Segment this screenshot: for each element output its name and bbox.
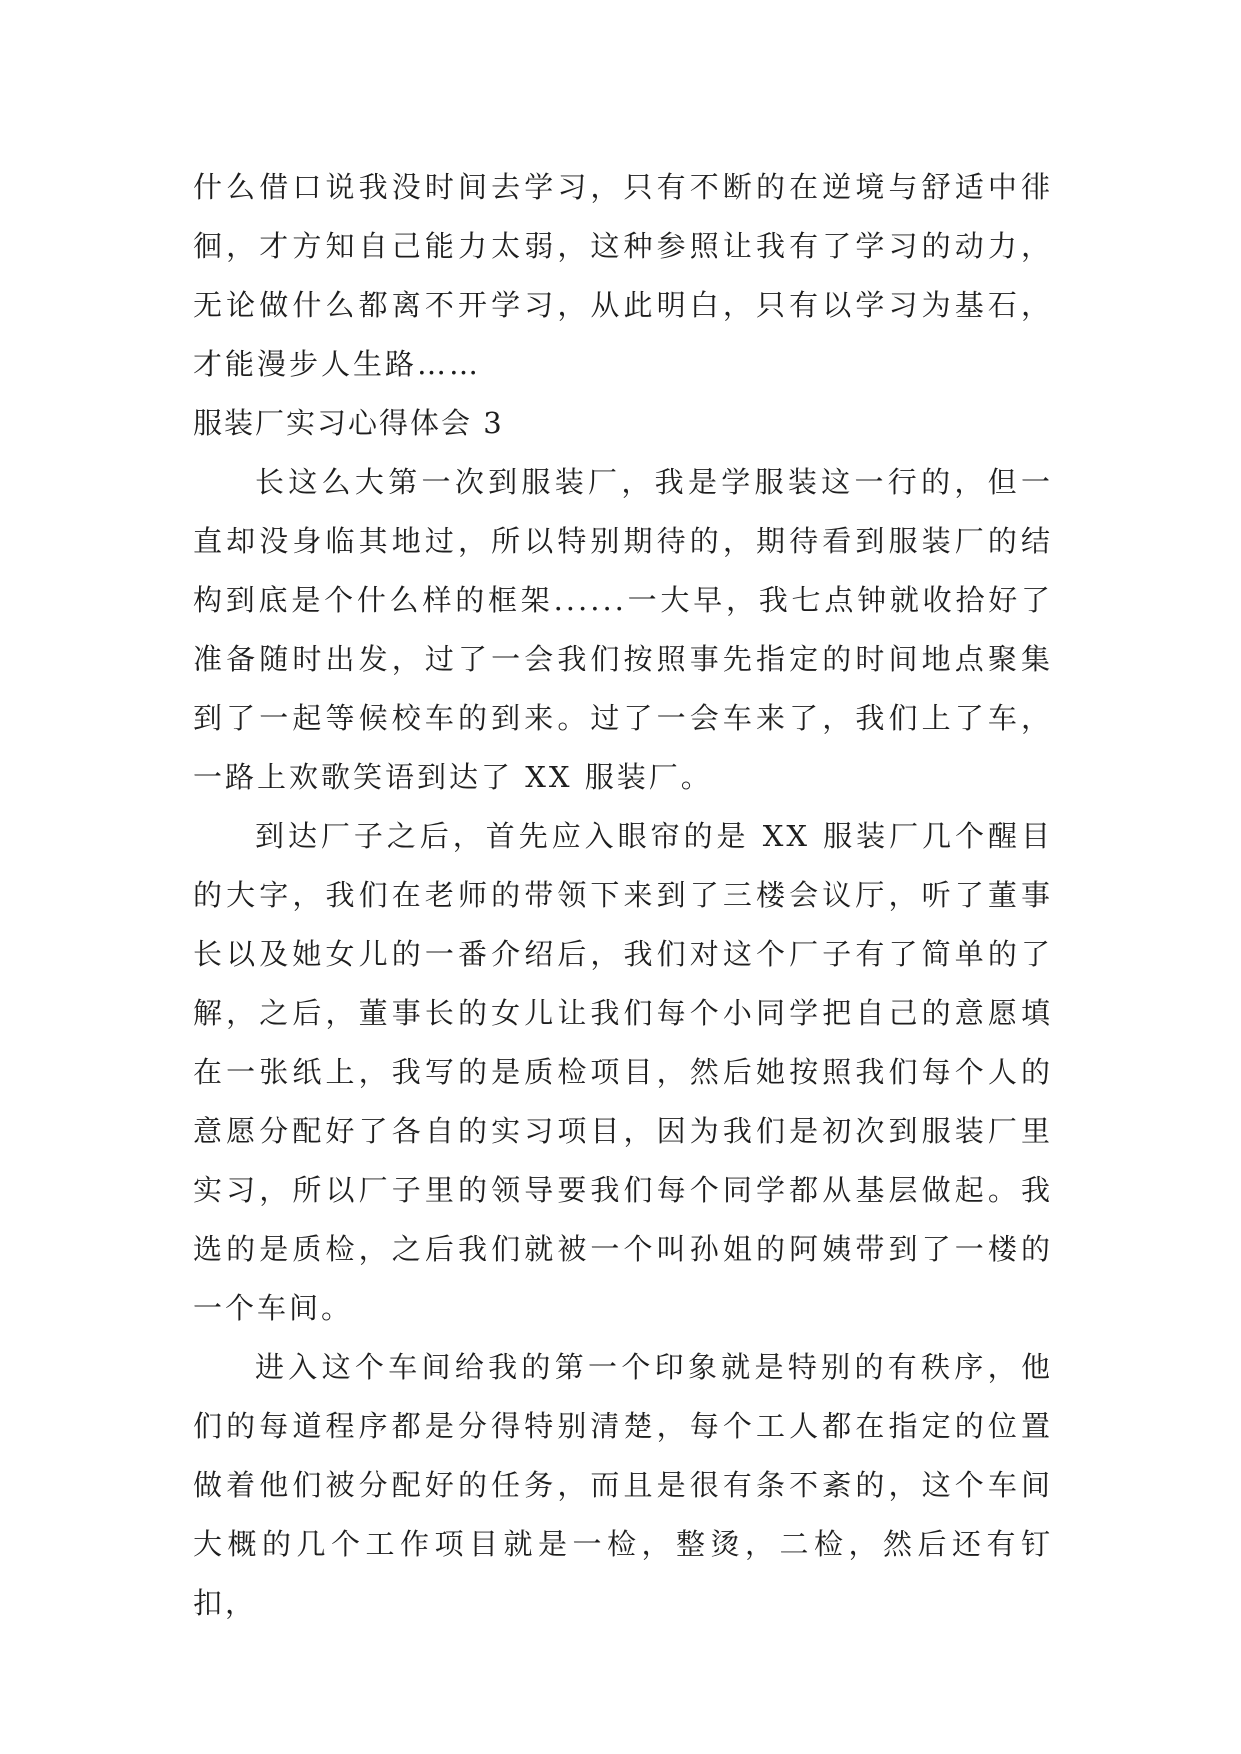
paragraph-2: 到达厂子之后，首先应入眼帘的是 XX 服装厂几个醒目的大字，我们在老师的带领下来到了三楼会议厅，听了董事长以及她女儿的一番介绍后，我们对这个厂子有了简单的了解，之后，董事长的女儿让我们每个小同学把自己的意愿填在一张纸上，我写的是质检项目，然后她按照我们每个人的意愿分配好了各自的实习项目，因为我们是初次到服装厂里实习，所以厂子里的领导要我们每个同学都从基层做起。我选的是质检，之后我们就被一个叫孙姐的阿姨带到了一楼的一个车间。 [193,819,1053,1325]
paragraph-1: 长这么大第一次到服装厂，我是学服装这一行的，但一直却没身临其地过，所以特别期待的，期待看到服装厂的结构到底是个什么样的框架......一大早，我七点钟就收拾好了准备随时出发，过了一会我们按照事先指定的时间地点聚集到了一起等候校车的到来。过了一会车来了，我们上了车，一路上欢歌笑语到达了 XX 服装厂。 [193,465,1053,794]
section-title: 服装厂实习心得体会 3 [193,406,504,440]
paragraph-3: 进入这个车间给我的第一个印象就是特别的有秩序，他们的每道程序都是分得特别清楚，每个工人都在指定的位置做着他们被分配好的任务，而且是很有条不紊的，这个车间大概的几个工作项目就是一检，整烫，二检，然后还有钉扣， [193,1350,1053,1620]
document-body [193,158,1053,1633]
continued-paragraph: 什么借口说我没时间去学习，只有不断的在逆境与舒适中徘徊，才方知自己能力太弱，这种参照让我有了学习的动力，无论做什么都离不开学习，从此明白，只有以学习为基石，才能漫步人生路…… [193,170,1053,381]
